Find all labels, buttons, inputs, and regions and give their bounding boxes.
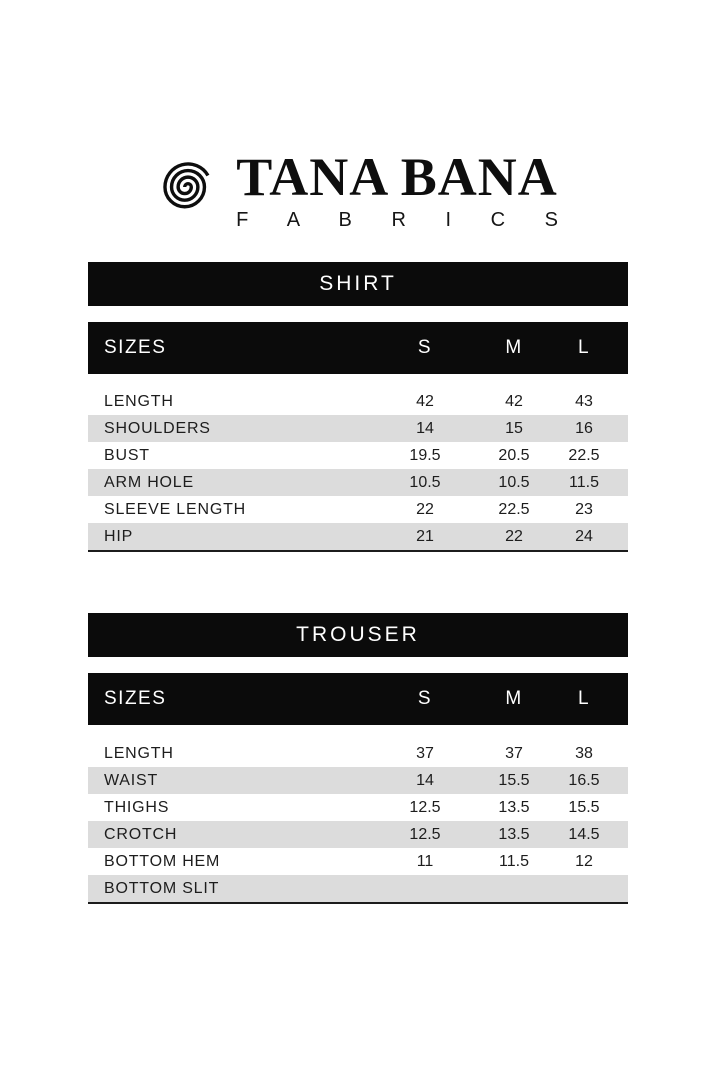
brand-logo <box>0 147 720 232</box>
sizes-header-label: SIZES <box>104 688 167 709</box>
row-value-m: 20.5 <box>498 446 530 464</box>
row-label: BOTTOM HEM <box>104 852 221 870</box>
row-value-l: 15.5 <box>568 798 600 816</box>
brand-text-block <box>236 147 575 232</box>
row-value-m: 15 <box>505 419 523 437</box>
row-label: LENGTH <box>104 392 174 410</box>
trouser-sizes-header <box>88 673 628 725</box>
table-row <box>88 469 628 496</box>
row-value-l: 14.5 <box>568 825 600 843</box>
row-value-m: 37 <box>505 744 523 762</box>
row-value-s: 22 <box>416 500 434 518</box>
trouser-section <box>88 613 628 904</box>
row-value-m: 22.5 <box>498 500 530 518</box>
row-value-m: 15.5 <box>498 771 530 789</box>
table-row <box>88 523 628 550</box>
row-label: THIGHS <box>104 798 170 816</box>
column-header-l: L <box>577 337 591 358</box>
shirt-title: SHIRT <box>319 272 397 295</box>
row-value-l: 11.5 <box>569 473 599 491</box>
shirt-sizes-header <box>88 322 628 374</box>
row-value-m: 22 <box>505 527 523 545</box>
table-row <box>88 821 628 848</box>
row-value-s: 12.5 <box>409 798 441 816</box>
row-value-s: 11 <box>416 852 434 870</box>
row-value-s: 14 <box>416 419 434 437</box>
column-header-m: M <box>505 337 523 358</box>
spiral-icon <box>162 160 214 214</box>
row-value-m: 13.5 <box>498 798 530 816</box>
table-row <box>88 740 628 767</box>
row-value-m: 42 <box>505 392 523 410</box>
row-label: HIP <box>104 527 134 545</box>
table-row <box>88 794 628 821</box>
row-value-l: 24 <box>575 527 593 545</box>
row-label: ARM HOLE <box>104 473 194 491</box>
table-row <box>88 848 628 875</box>
row-value-l: 16.5 <box>568 771 600 789</box>
row-value-s: 21 <box>416 527 434 545</box>
row-label: LENGTH <box>104 744 174 762</box>
row-value-l: 22.5 <box>568 446 600 464</box>
table-row <box>88 388 628 415</box>
row-label: SHOULDERS <box>104 419 211 437</box>
row-value-l: 16 <box>575 419 593 437</box>
row-label: BOTTOM SLIT <box>104 879 220 897</box>
row-value-s: 10.5 <box>409 473 441 491</box>
table-row <box>88 875 628 902</box>
table-row <box>88 496 628 523</box>
row-value-s: 37 <box>416 744 434 762</box>
column-header-m: M <box>505 688 523 709</box>
table-row <box>88 442 628 469</box>
row-label: SLEEVE LENGTH <box>104 500 247 518</box>
shirt-title-bar <box>88 262 628 306</box>
row-value-s: 19.5 <box>409 446 441 464</box>
row-label: CROTCH <box>104 825 178 843</box>
row-value-s: 42 <box>416 392 434 410</box>
row-value-l: 23 <box>575 500 593 518</box>
row-value-m: 10.5 <box>498 473 530 491</box>
row-value-l: 38 <box>575 744 593 762</box>
row-value-s: 14 <box>416 771 434 789</box>
sizes-header-label: SIZES <box>104 337 167 358</box>
trouser-table-body <box>88 740 628 904</box>
row-value-m: 13.5 <box>498 825 530 843</box>
trouser-title: TROUSER <box>296 623 420 646</box>
row-value-m: 11.5 <box>499 852 529 870</box>
column-header-s: S <box>417 688 433 709</box>
shirt-section <box>88 262 628 552</box>
row-label: WAIST <box>104 771 159 789</box>
table-row <box>88 415 628 442</box>
row-label: BUST <box>104 446 150 464</box>
row-value-s: 12.5 <box>409 825 441 843</box>
brand-name: TANA BANA <box>236 147 558 207</box>
row-value-l: 12 <box>575 852 593 870</box>
column-header-l: L <box>577 688 591 709</box>
row-value-l: 43 <box>575 392 593 410</box>
column-header-s: S <box>417 337 433 358</box>
trouser-title-bar <box>88 613 628 657</box>
shirt-table-body <box>88 388 628 552</box>
table-row <box>88 767 628 794</box>
brand-tagline: F A B R I C S <box>236 209 575 231</box>
